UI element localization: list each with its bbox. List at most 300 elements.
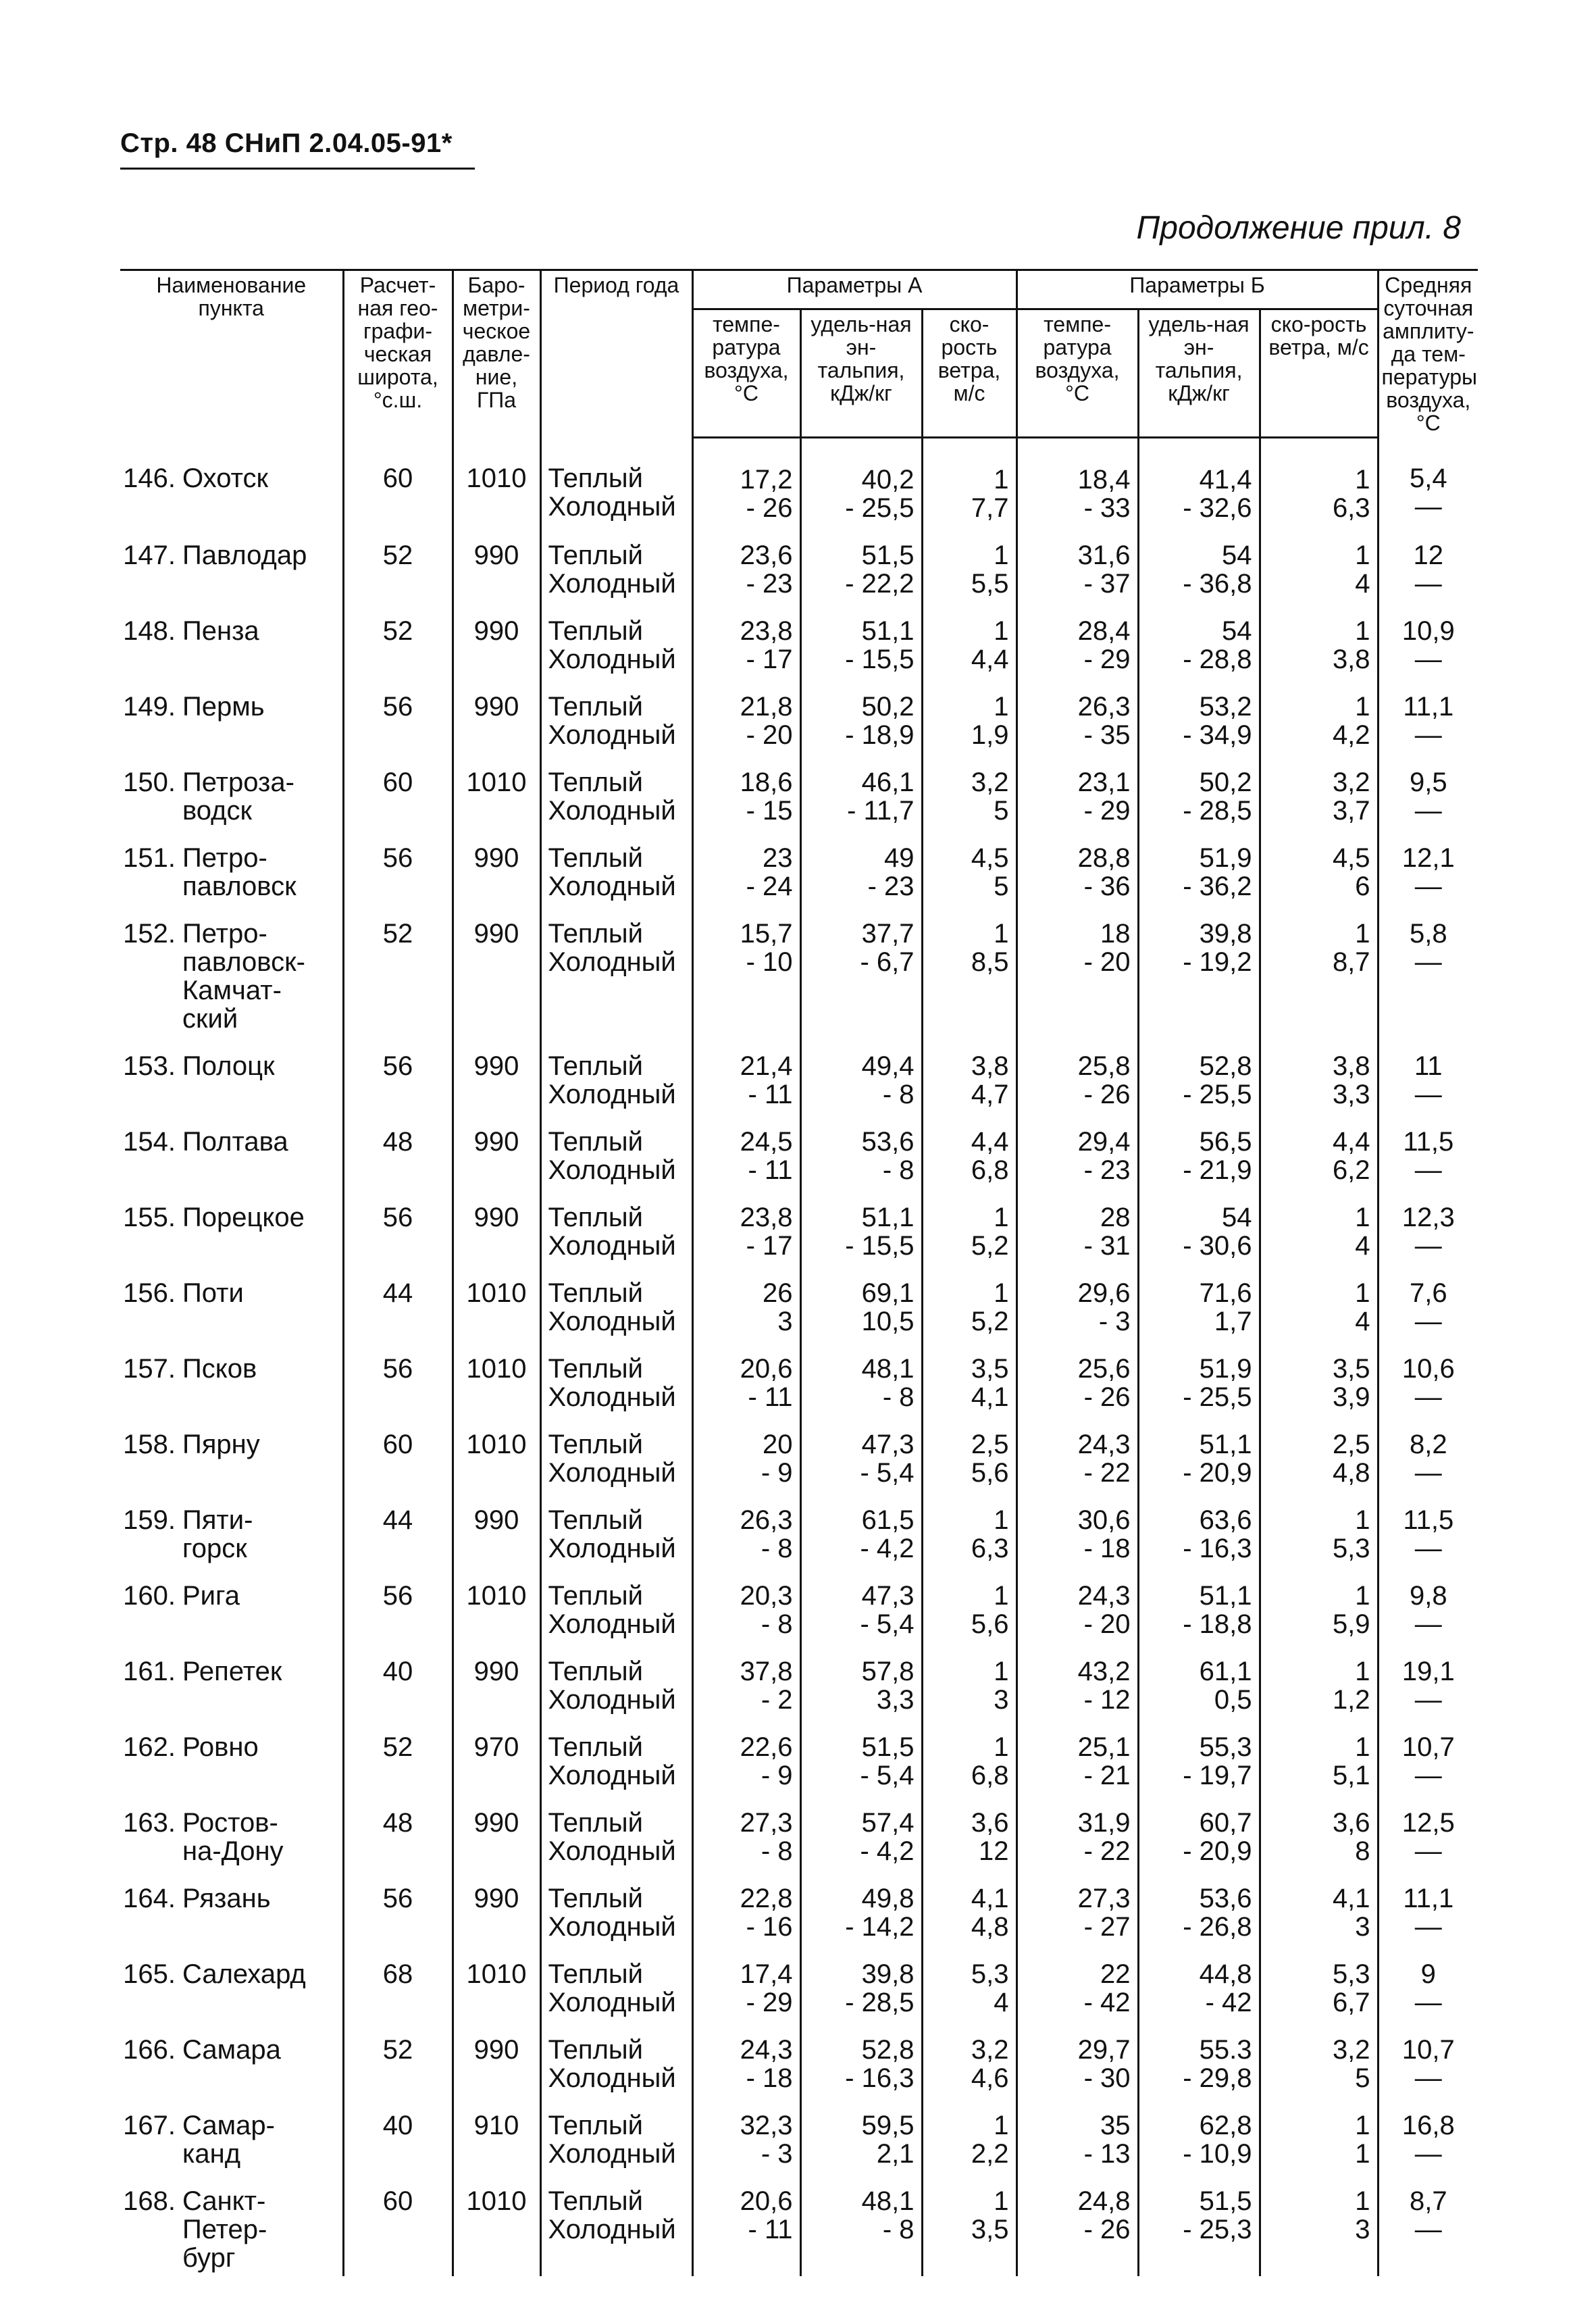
cell-amplitude — [1378, 1869, 1478, 1945]
table-row — [120, 1113, 1478, 1188]
cell-pressure: 1010 — [453, 753, 540, 829]
cell-latitude: 48 — [343, 1794, 453, 1869]
cell-wind-a-line: 1 — [994, 2186, 1009, 2216]
cell-enthalpy-a-line: - 4,2 — [860, 1836, 915, 1866]
cell-wind-b-line: 4 — [1355, 1230, 1370, 1261]
cell-period — [540, 2172, 692, 2276]
header-pressure: Баро-метри-ческое давле-ние, ГПа — [453, 270, 540, 438]
cell-wind-a-line: 3,8 — [971, 1051, 1009, 1081]
cell-latitude: 56 — [343, 678, 453, 753]
cell-temp-b — [1016, 753, 1138, 829]
city-name — [176, 617, 259, 645]
cell-name — [120, 1415, 343, 1491]
cell-period — [540, 1491, 692, 1567]
cell-enthalpy-b-line: - 32,6 — [1183, 493, 1252, 523]
cell-enthalpy-a-line: - 11,7 — [847, 795, 915, 826]
cell-pressure: 990 — [453, 602, 540, 678]
cell-enthalpy-a-line: 51,5 — [861, 1732, 915, 1762]
table-row — [120, 1340, 1478, 1415]
cell-period-line: Теплый — [548, 2110, 644, 2140]
cell-enthalpy-b — [1138, 2096, 1260, 2172]
cell-latitude: 68 — [343, 1945, 453, 2021]
cell-wind-a-line: 1 — [994, 1505, 1009, 1535]
cell-temp-b — [1016, 905, 1138, 1037]
cell-pressure: 990 — [453, 1491, 540, 1567]
cell-wind-b-line: 8 — [1355, 1836, 1370, 1866]
cell-temp-a-line: 20 — [763, 1429, 793, 1459]
cell-period-line: Теплый — [548, 1732, 644, 1762]
cell-enthalpy-b-line: 55,3 — [1199, 1732, 1252, 1762]
cell-latitude: 52 — [343, 1718, 453, 1794]
table-row — [120, 2096, 1478, 2172]
cell-wind-a — [922, 526, 1016, 602]
cell-temp-b — [1016, 1869, 1138, 1945]
city-name-line: Охотск — [182, 463, 268, 493]
cell-latitude: 56 — [343, 1188, 453, 1264]
cell-amplitude-line: 11,1 — [1403, 1883, 1454, 1913]
cell-enthalpy-a — [800, 905, 922, 1037]
cell-temp-b-line: 43,2 — [1077, 1656, 1131, 1686]
cell-temp-b — [1016, 602, 1138, 678]
cell-temp-a-line: 21,8 — [740, 691, 793, 722]
cell-wind-b-line: 3,8 — [1332, 1051, 1370, 1081]
cell-enthalpy-b — [1138, 602, 1260, 678]
cell-enthalpy-a-line: 48,1 — [861, 2186, 915, 2216]
cell-period-line: Теплый — [548, 1429, 644, 1459]
city-name — [176, 844, 297, 901]
cell-amplitude — [1378, 2172, 1478, 2276]
cell-enthalpy-a — [800, 678, 922, 753]
cell-name — [120, 905, 343, 1037]
row-number: 161. — [123, 1656, 176, 1686]
cell-amplitude — [1378, 753, 1478, 829]
cell-enthalpy-a-line: - 22,2 — [845, 568, 915, 599]
cell-amplitude-line: — — [1414, 2138, 1442, 2169]
cell-enthalpy-b-line: 51,1 — [1199, 1580, 1252, 1611]
table-row — [120, 1188, 1478, 1264]
cell-temp-a-line: 17,4 — [740, 1959, 793, 1989]
cell-amplitude — [1378, 1415, 1478, 1491]
cell-enthalpy-a-line: - 18,9 — [845, 720, 915, 750]
cell-temp-b — [1016, 1491, 1138, 1567]
cell-amplitude — [1378, 1340, 1478, 1415]
cell-period — [540, 437, 692, 526]
cell-period-line: Холодный — [548, 2138, 676, 2169]
cell-temp-b-line: 28,4 — [1077, 615, 1131, 646]
row-number: 150. — [123, 767, 176, 797]
cell-wind-a — [922, 1491, 1016, 1567]
cell-amplitude-line: — — [1414, 1306, 1442, 1336]
cell-temp-b-line: - 12 — [1083, 1684, 1131, 1715]
city-name — [176, 768, 294, 825]
cell-enthalpy-b-line: - 25,5 — [1183, 1079, 1252, 1109]
cell-latitude: 44 — [343, 1264, 453, 1340]
cell-enthalpy-a-line: 49,8 — [861, 1883, 915, 1913]
cell-enthalpy-b-line: - 19,2 — [1183, 947, 1252, 977]
cell-amplitude-line: 8,2 — [1409, 1429, 1447, 1459]
cell-enthalpy-b-line: 54 — [1222, 1202, 1252, 1232]
cell-wind-b-line: 1 — [1355, 1505, 1370, 1535]
cell-enthalpy-a-line: - 14,2 — [845, 1911, 915, 1942]
cell-wind-b-line: 8,7 — [1332, 947, 1370, 977]
cell-temp-a-line: - 9 — [761, 1457, 793, 1488]
cell-amplitude-line: — — [1414, 1457, 1442, 1488]
cell-wind-a — [922, 602, 1016, 678]
cell-name — [120, 1264, 343, 1340]
cell-pressure: 990 — [453, 829, 540, 905]
cell-wind-b — [1260, 437, 1378, 526]
cell-temp-a-line: 24,3 — [740, 2034, 793, 2065]
city-name-line: ский — [182, 1003, 238, 1034]
cell-period-line: Теплый — [548, 1505, 644, 1535]
city-name-line: Самара — [182, 2034, 281, 2065]
cell-wind-b-line: 1 — [1355, 2110, 1370, 2140]
cell-wind-a-line: 1 — [994, 615, 1009, 646]
cell-enthalpy-b — [1138, 1869, 1260, 1945]
cell-period-line: Холодный — [548, 720, 676, 750]
cell-pressure: 990 — [453, 1869, 540, 1945]
cell-enthalpy-a — [800, 1264, 922, 1340]
cell-temp-b — [1016, 2096, 1138, 2172]
cell-enthalpy-b-line: 50,2 — [1199, 767, 1252, 797]
row-number: 147. — [123, 540, 176, 570]
cell-enthalpy-b-line: 53,6 — [1199, 1883, 1252, 1913]
cell-latitude: 60 — [343, 437, 453, 526]
cell-name — [120, 1491, 343, 1567]
cell-period — [540, 1113, 692, 1188]
cell-amplitude-line: 10,7 — [1401, 2034, 1455, 2065]
cell-enthalpy-a-line: 49 — [884, 842, 915, 873]
cell-enthalpy-b — [1138, 2172, 1260, 2276]
cell-wind-a-line: 5 — [994, 795, 1009, 826]
cell-latitude: 60 — [343, 1415, 453, 1491]
cell-latitude: 52 — [343, 2021, 453, 2096]
cell-pressure: 1010 — [453, 1415, 540, 1491]
cell-wind-b-line: 4,4 — [1332, 1126, 1370, 1157]
cell-wind-a-line: 1 — [994, 691, 1009, 722]
cell-period — [540, 2096, 692, 2172]
cell-wind-b-line: 4 — [1355, 568, 1370, 599]
cell-temp-a-line: - 26 — [746, 493, 793, 523]
cell-wind-b — [1260, 1567, 1378, 1642]
cell-wind-a-line: 4,1 — [971, 1382, 1009, 1412]
cell-period — [540, 2021, 692, 2096]
cell-wind-a — [922, 2096, 1016, 2172]
cell-wind-a-line: 5,5 — [971, 568, 1009, 599]
cell-temp-b-line: 24,3 — [1077, 1580, 1131, 1611]
cell-wind-b-line: 3,6 — [1332, 1807, 1370, 1838]
table-row — [120, 1037, 1478, 1113]
cell-name — [120, 2172, 343, 2276]
city-name — [176, 1809, 284, 1865]
city-name-line: Петро- — [182, 918, 267, 949]
cell-pressure: 1010 — [453, 1567, 540, 1642]
cell-temp-a-line: - 9 — [761, 1760, 793, 1790]
city-name — [176, 1506, 253, 1563]
cell-enthalpy-b-line: - 20,9 — [1183, 1457, 1252, 1488]
table-row — [120, 2021, 1478, 2096]
city-name-line: Полоцк — [182, 1051, 275, 1081]
cell-enthalpy-b-line: 51,9 — [1199, 842, 1252, 873]
cell-enthalpy-a — [800, 2021, 922, 2096]
cell-period-line: Холодный — [548, 1911, 676, 1942]
table-row — [120, 437, 1478, 526]
cell-wind-b — [1260, 1945, 1378, 2021]
header-rule — [120, 168, 475, 170]
cell-temp-a — [692, 753, 800, 829]
cell-period-line: Холодный — [548, 1684, 676, 1715]
header-enthalpy-b: удель-ная эн-тальпия, кДж/кг — [1138, 309, 1260, 438]
cell-temp-b-line: - 22 — [1083, 1457, 1131, 1488]
cell-wind-a — [922, 1415, 1016, 1491]
city-name — [176, 2187, 267, 2272]
city-name-line: канд — [182, 2138, 241, 2169]
cell-temp-b-line: 29,7 — [1077, 2034, 1131, 2065]
cell-wind-b — [1260, 526, 1378, 602]
city-name — [176, 2036, 281, 2064]
cell-temp-b-line: 27,3 — [1077, 1883, 1131, 1913]
cell-enthalpy-a-line: 57,8 — [861, 1656, 915, 1686]
row-number: 160. — [123, 1580, 176, 1611]
city-name — [176, 2111, 275, 2168]
cell-wind-a-line: 1 — [994, 1580, 1009, 1611]
cell-latitude: 56 — [343, 829, 453, 905]
cell-wind-a-line: 4,4 — [971, 1126, 1009, 1157]
cell-amplitude — [1378, 1491, 1478, 1567]
cell-enthalpy-b-line: - 29,8 — [1183, 2063, 1252, 2093]
cell-pressure: 1010 — [453, 1264, 540, 1340]
cell-name — [120, 526, 343, 602]
cell-wind-b-line: 1 — [1355, 2138, 1370, 2169]
city-name-line: водск — [182, 795, 253, 826]
cell-temp-a — [692, 437, 800, 526]
cell-name — [120, 753, 343, 829]
cell-temp-a-line: - 8 — [761, 1533, 793, 1563]
cell-temp-b-line: - 20 — [1083, 1609, 1131, 1639]
cell-name — [120, 437, 343, 526]
cell-enthalpy-a-line: - 8 — [882, 2214, 915, 2244]
cell-wind-a-line: 3,2 — [971, 767, 1009, 797]
city-name-line: павловск — [182, 871, 297, 901]
cell-wind-b-line: 5 — [1355, 2063, 1370, 2093]
cell-pressure: 1010 — [453, 437, 540, 526]
cell-pressure: 1010 — [453, 1340, 540, 1415]
cell-temp-a-line: 20,6 — [740, 2186, 793, 2216]
cell-temp-a-line: 18,6 — [740, 767, 793, 797]
cell-temp-b-line: - 36 — [1083, 871, 1131, 901]
cell-enthalpy-a-line: 39,8 — [861, 1959, 915, 1989]
cell-period — [540, 1567, 692, 1642]
cell-wind-a — [922, 1188, 1016, 1264]
cell-temp-a — [692, 1945, 800, 2021]
cell-wind-b-line: 5,9 — [1332, 1609, 1370, 1639]
city-name — [176, 1052, 275, 1080]
climate-table — [120, 269, 1478, 2276]
row-number: 146. — [123, 463, 176, 493]
cell-amplitude — [1378, 2096, 1478, 2172]
cell-period-line: Холодный — [548, 1987, 676, 2017]
cell-enthalpy-b — [1138, 1113, 1260, 1188]
cell-enthalpy-a — [800, 2172, 922, 2276]
cell-enthalpy-a-line: - 8 — [882, 1382, 915, 1412]
city-name — [176, 1128, 288, 1156]
cell-amplitude-line: — — [1414, 2063, 1442, 2093]
cell-enthalpy-a-line: - 23 — [867, 871, 915, 901]
cell-wind-a-line: 3,2 — [971, 2034, 1009, 2065]
city-name — [176, 1430, 260, 1459]
cell-pressure: 990 — [453, 1113, 540, 1188]
cell-enthalpy-b-line: 62,8 — [1199, 2110, 1252, 2140]
cell-temp-a-line: 27,3 — [740, 1807, 793, 1838]
cell-period-line: Холодный — [548, 2214, 676, 2244]
city-name-line: Порецкое — [182, 1202, 305, 1232]
cell-temp-a — [692, 1642, 800, 1718]
cell-temp-a — [692, 1718, 800, 1794]
cell-pressure: 990 — [453, 1188, 540, 1264]
cell-amplitude-line: 10,7 — [1401, 1732, 1455, 1762]
cell-enthalpy-b-line: 63,6 — [1199, 1505, 1252, 1535]
cell-temp-a — [692, 1869, 800, 1945]
header-period: Период года — [540, 270, 692, 438]
cell-wind-b — [1260, 1037, 1378, 1113]
cell-period-line: Теплый — [548, 540, 644, 570]
cell-temp-b-line: 25,1 — [1077, 1732, 1131, 1762]
cell-pressure: 990 — [453, 2021, 540, 2096]
cell-wind-a-line: 1 — [994, 1202, 1009, 1232]
cell-name — [120, 1037, 343, 1113]
cell-latitude: 52 — [343, 905, 453, 1037]
cell-temp-b — [1016, 1415, 1138, 1491]
cell-amplitude-line: — — [1414, 492, 1442, 522]
cell-wind-b-line: 2,5 — [1332, 1429, 1370, 1459]
cell-temp-a-line: - 10 — [746, 947, 793, 977]
cell-name — [120, 1718, 343, 1794]
cell-temp-b-line: 25,6 — [1077, 1353, 1131, 1384]
cell-temp-a — [692, 1037, 800, 1113]
cell-period-line: Холодный — [548, 1533, 676, 1563]
cell-amplitude-line: 12,1 — [1401, 842, 1455, 873]
cell-amplitude — [1378, 829, 1478, 905]
cell-enthalpy-a-line: - 15,5 — [845, 644, 915, 674]
cell-wind-a-line: 3,6 — [971, 1807, 1009, 1838]
cell-wind-a-line: 3 — [994, 1684, 1009, 1715]
cell-pressure: 990 — [453, 1642, 540, 1718]
cell-pressure: 910 — [453, 2096, 540, 2172]
cell-amplitude-line: 10,9 — [1401, 615, 1455, 646]
cell-temp-a-line: - 23 — [746, 568, 793, 599]
cell-temp-b-line: - 21 — [1083, 1760, 1131, 1790]
cell-wind-b — [1260, 1113, 1378, 1188]
cell-wind-a-line: 1 — [994, 540, 1009, 570]
cell-temp-a — [692, 1794, 800, 1869]
cell-enthalpy-b-line: - 34,9 — [1183, 720, 1252, 750]
city-name-line: павловск- — [182, 947, 305, 977]
row-number: 166. — [123, 2034, 176, 2065]
cell-wind-b-line: 3,2 — [1332, 2034, 1370, 2065]
cell-period — [540, 1794, 692, 1869]
cell-temp-a-line: 37,8 — [740, 1656, 793, 1686]
cell-wind-b-line: 4,5 — [1332, 842, 1370, 873]
city-name-line: Ровно — [182, 1732, 259, 1762]
cell-name — [120, 1945, 343, 2021]
cell-temp-a-line: 21,4 — [740, 1051, 793, 1081]
row-number: 148. — [123, 615, 176, 646]
cell-amplitude — [1378, 1113, 1478, 1188]
cell-temp-a-line: 23 — [763, 842, 793, 873]
cell-enthalpy-b — [1138, 1340, 1260, 1415]
city-name — [176, 541, 307, 570]
cell-period-line: Теплый — [548, 463, 644, 493]
cell-temp-a-line: 23,8 — [740, 615, 793, 646]
city-name-line: Репетек — [182, 1656, 282, 1686]
cell-amplitude — [1378, 1188, 1478, 1264]
cell-name — [120, 1113, 343, 1188]
cell-latitude: 48 — [343, 1113, 453, 1188]
cell-temp-b — [1016, 1945, 1138, 2021]
cell-enthalpy-b — [1138, 1567, 1260, 1642]
cell-amplitude — [1378, 1264, 1478, 1340]
cell-wind-a — [922, 1869, 1016, 1945]
cell-period-line: Холодный — [548, 1079, 676, 1109]
cell-enthalpy-b-line: 1,7 — [1214, 1306, 1252, 1336]
cell-temp-b-line: - 35 — [1083, 720, 1131, 750]
cell-latitude: 52 — [343, 602, 453, 678]
cell-temp-b — [1016, 2021, 1138, 2096]
cell-enthalpy-a-line: - 5,4 — [860, 1457, 915, 1488]
cell-enthalpy-a-line: - 8 — [882, 1079, 915, 1109]
cell-enthalpy-a-line: - 28,5 — [845, 1987, 915, 2017]
cell-amplitude-line: 5,8 — [1409, 918, 1447, 949]
cell-temp-a-line: 26 — [763, 1278, 793, 1308]
cell-amplitude-line: — — [1414, 1911, 1442, 1942]
cell-period-line: Холодный — [548, 644, 676, 674]
cell-temp-b — [1016, 437, 1138, 526]
cell-enthalpy-b-line: - 25,5 — [1183, 1382, 1252, 1412]
cell-temp-b — [1016, 1794, 1138, 1869]
cell-enthalpy-b — [1138, 905, 1260, 1037]
cell-enthalpy-a-line: 40,2 — [861, 464, 915, 495]
cell-amplitude-line: — — [1414, 1230, 1442, 1261]
cell-enthalpy-b-line: - 19,7 — [1183, 1760, 1252, 1790]
cell-amplitude-line: — — [1414, 568, 1442, 599]
cell-wind-b-line: 4,2 — [1332, 720, 1370, 750]
cell-wind-b — [1260, 1491, 1378, 1567]
cell-wind-b — [1260, 602, 1378, 678]
cell-amplitude-line: 11,1 — [1403, 691, 1454, 722]
cell-enthalpy-a-line: - 16,3 — [845, 2063, 915, 2093]
table-row — [120, 1415, 1478, 1491]
city-name — [176, 693, 265, 721]
cell-period-line: Теплый — [548, 767, 644, 797]
cell-amplitude-line: 9,5 — [1409, 767, 1447, 797]
cell-enthalpy-a-line: - 15,5 — [845, 1230, 915, 1261]
cell-enthalpy-b — [1138, 2021, 1260, 2096]
cell-temp-b-line: 30,6 — [1077, 1505, 1131, 1535]
cell-period-line: Холодный — [548, 1836, 676, 1866]
city-name-line: бург — [182, 2242, 236, 2273]
cell-amplitude — [1378, 678, 1478, 753]
cell-enthalpy-a-line: 47,3 — [861, 1580, 915, 1611]
cell-enthalpy-a — [800, 526, 922, 602]
cell-enthalpy-b-line: - 25,3 — [1183, 2214, 1252, 2244]
cell-temp-a-line: 15,7 — [740, 918, 793, 949]
cell-name — [120, 1869, 343, 1945]
cell-wind-b-line: 1 — [1355, 1278, 1370, 1308]
cell-enthalpy-a — [800, 602, 922, 678]
cell-enthalpy-b — [1138, 1264, 1260, 1340]
cell-temp-b-line: - 30 — [1083, 2063, 1131, 2093]
cell-period-line: Холодный — [548, 947, 676, 977]
